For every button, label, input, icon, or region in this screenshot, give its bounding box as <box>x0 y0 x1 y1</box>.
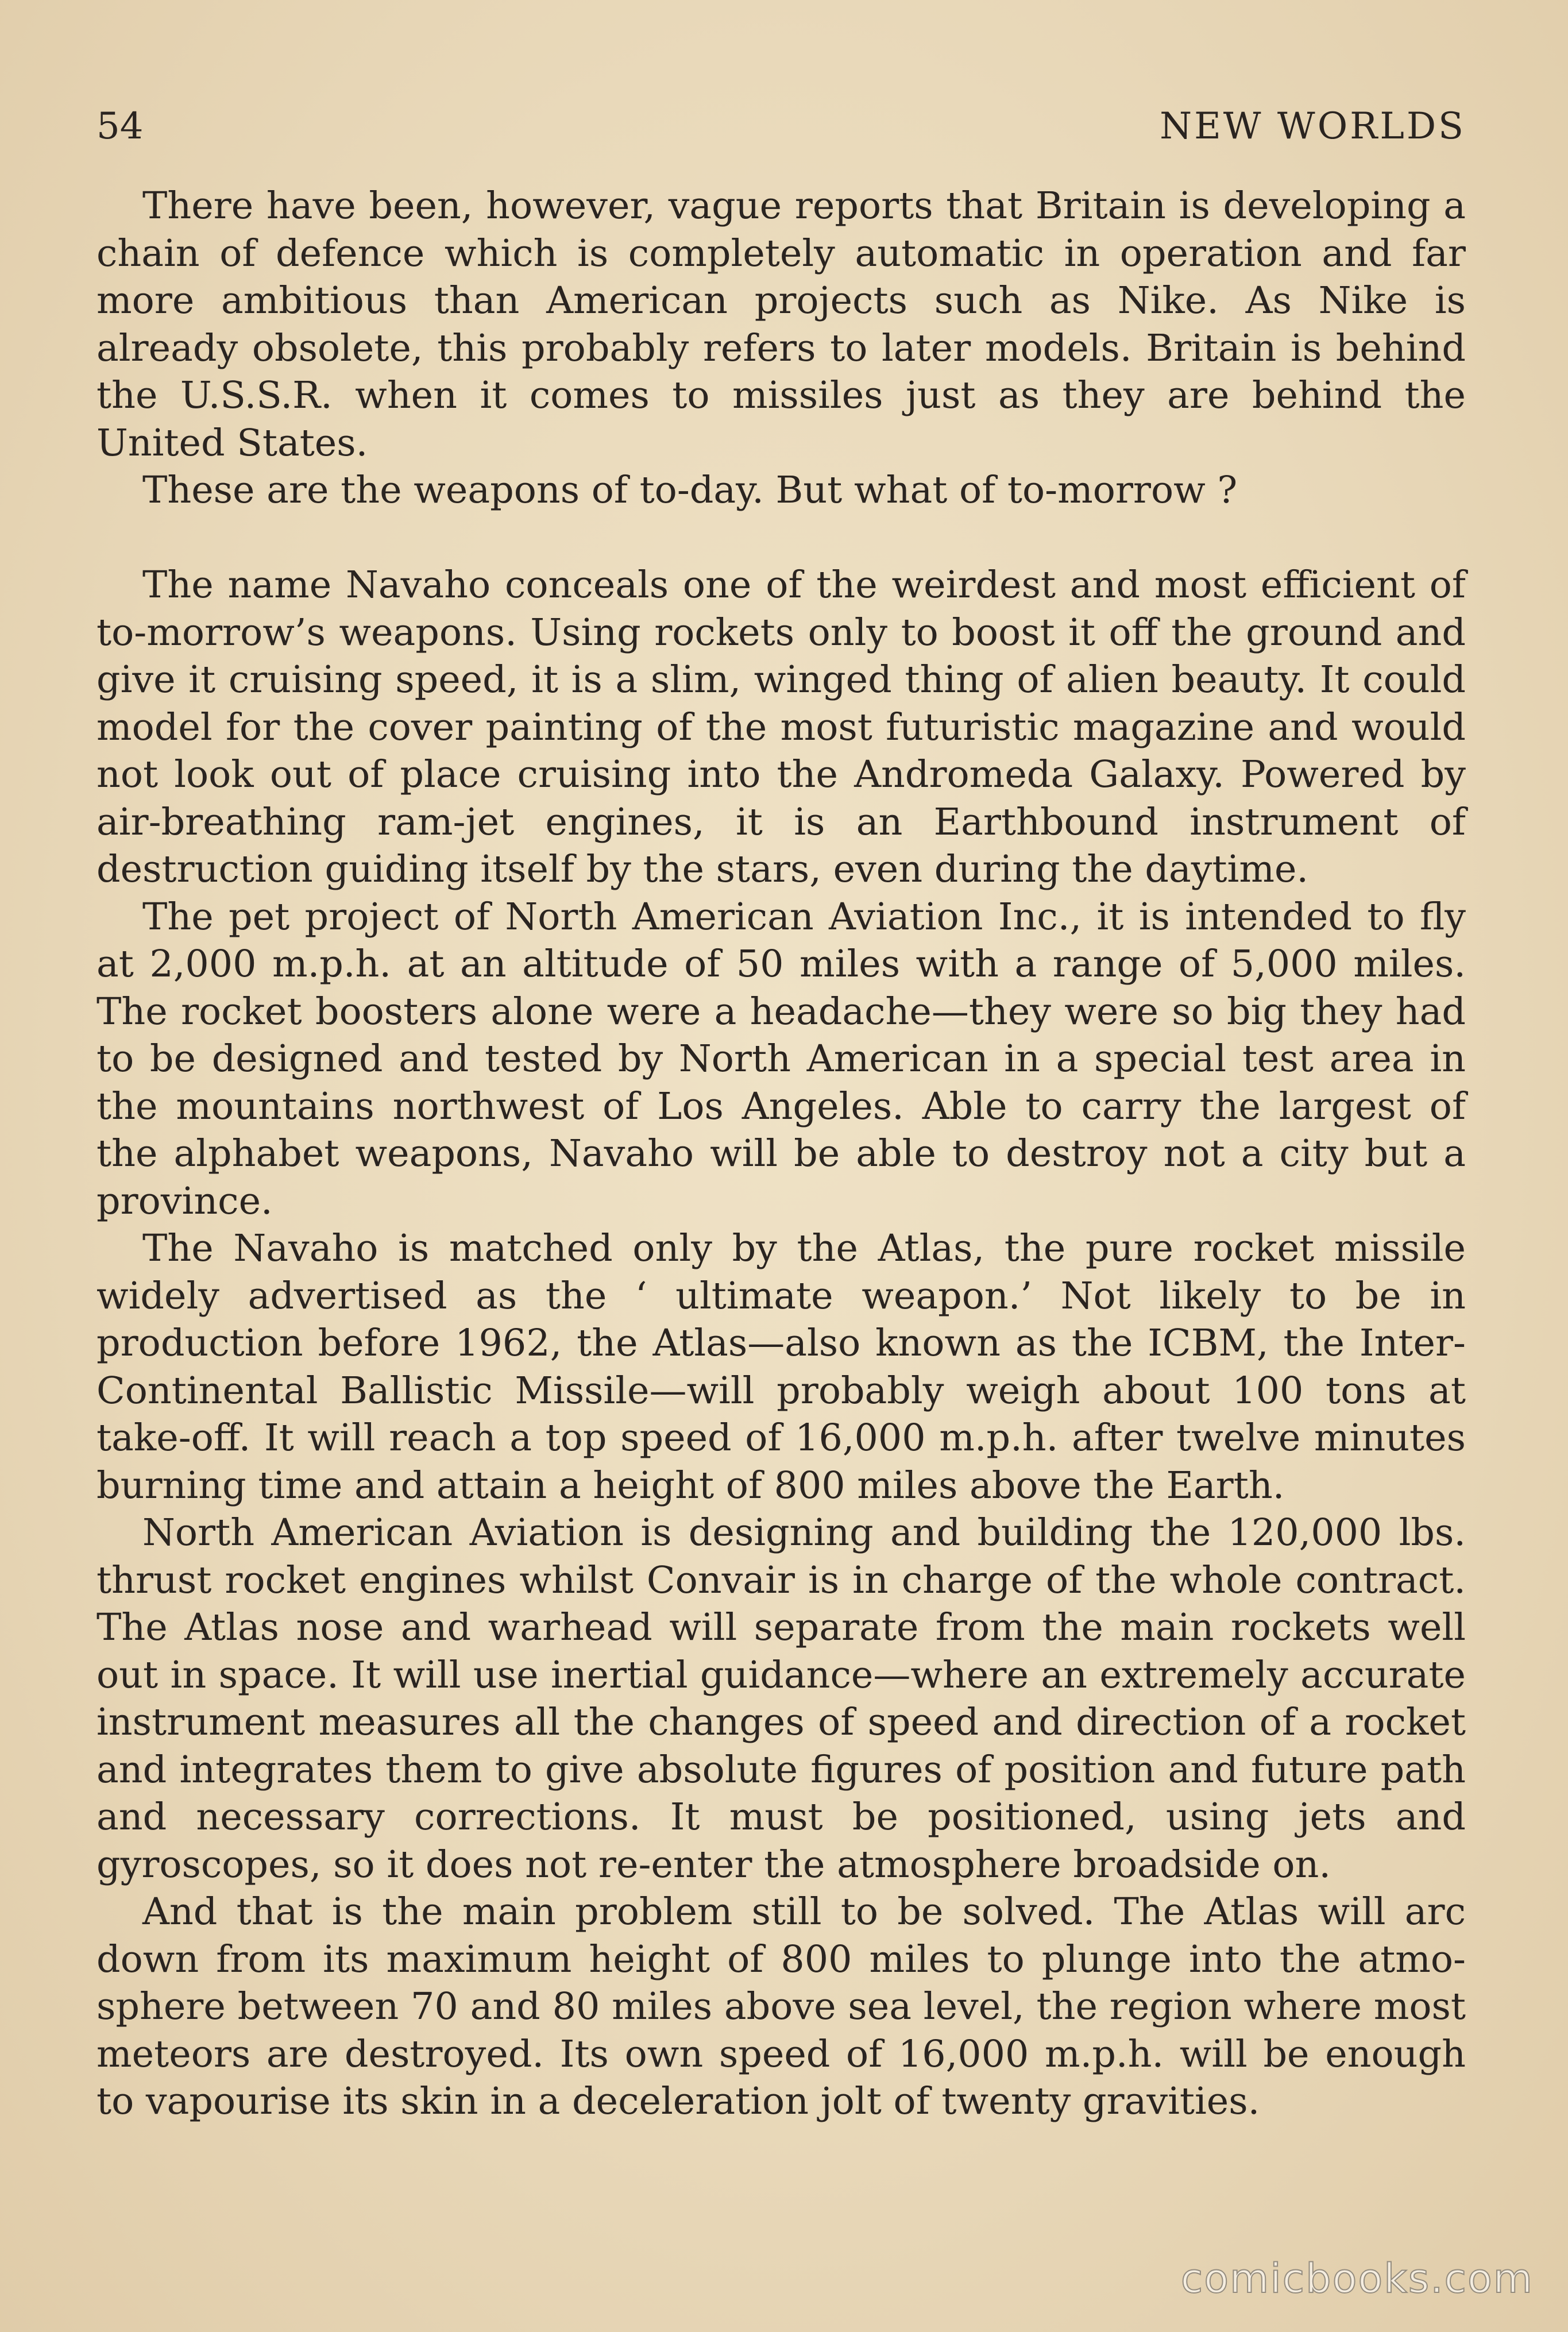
page-number: 54 <box>96 105 144 148</box>
running-head: NEW WORLDS <box>1160 105 1466 148</box>
paragraph-atlas-intro: The Navaho is matched only by the Atlas, the pure rocket missile widely advertised as the ‘ ultimate weapon.’ Not likely to be in production before 1962, the Atlas—also known as the ICBM, the Inter-Continental Ballistic Missile—will probably weigh about 100 tons at take-off. It will reach a top speed of 16,000 m.p.h. after twelve minutes burning time and attain a height of 800 miles above the Earth. <box>96 1227 1466 1507</box>
paragraph-navaho-project: The pet project of North American Aviation Inc., it is intended to fly at 2,000 m.p.h. at an altitude of 50 miles with a range of 5,000 miles. The rocket boosters alone were a headache—they were so big they had to be designed and tested by North American in a special test area in the mountains northwest of Los Angeles. Able to carry the largest of the alphabet weapons, Navaho will be able to destroy not a city but a province. <box>96 895 1466 1223</box>
paragraph-britain-defence: There have been, however, vague reports that Britain is developing a chain of defence which is completely automatic in operation and far more ambitious than American projects such as Nike. As Nike is already obsolete, this probably refers to later models. Britain is behind the U.S.S.R. when it comes to missiles just as they are behind the United States. <box>96 184 1466 465</box>
paragraph-navaho-intro: The name Navaho conceals one of the weirdest and most efficient of to-morrow’s weapons. Using rockets only to boost it off the ground and give it cruising speed, it is a slim, winged thing of alien beauty. It could model for the cover painting of the most futuristic magazine and would not look out of place cruising into the Andromeda Galaxy. Powered by air-breathing ram-jet engines, it is an Earthbound instrument of destruction guiding itself by the stars, even during the daytime. <box>96 563 1466 891</box>
paragraph-weapons-of-today: These are the weapons of to-day. But what of to-morrow ? <box>142 469 1238 512</box>
body-text <box>96 183 1466 2126</box>
paragraph-atlas-engines: North American Aviation is designing and building the 120,000 lbs. thrust rocket engines whilst Convair is in charge of the whole contract. The Atlas nose and warhead will separate from the main rockets well out in space. It will use inertial guidance—where an extremely accurate instrument measures all the changes of speed and direction of a rocket and integrates them to give absolute figures of position and future path and necessary corrections. It must be positioned, using jets and gyroscopes, so it does not re-enter the atmosphere broadside on. <box>96 1511 1466 1886</box>
paragraph-main-problem: And that is the main problem still to be solved. The Atlas will arc down from its maximum height of 800 miles to plunge into the atmosphere between 70 and 80 miles above sea level, the region where most meteors are destroyed. Its own speed of 16,000 m.p.h. will be enough to vapourise its skin in a deceleration jolt of twenty gravities. <box>96 1890 1466 2123</box>
page-header <box>96 98 1466 155</box>
watermark: comicbooks.com <box>1180 2255 1534 2302</box>
